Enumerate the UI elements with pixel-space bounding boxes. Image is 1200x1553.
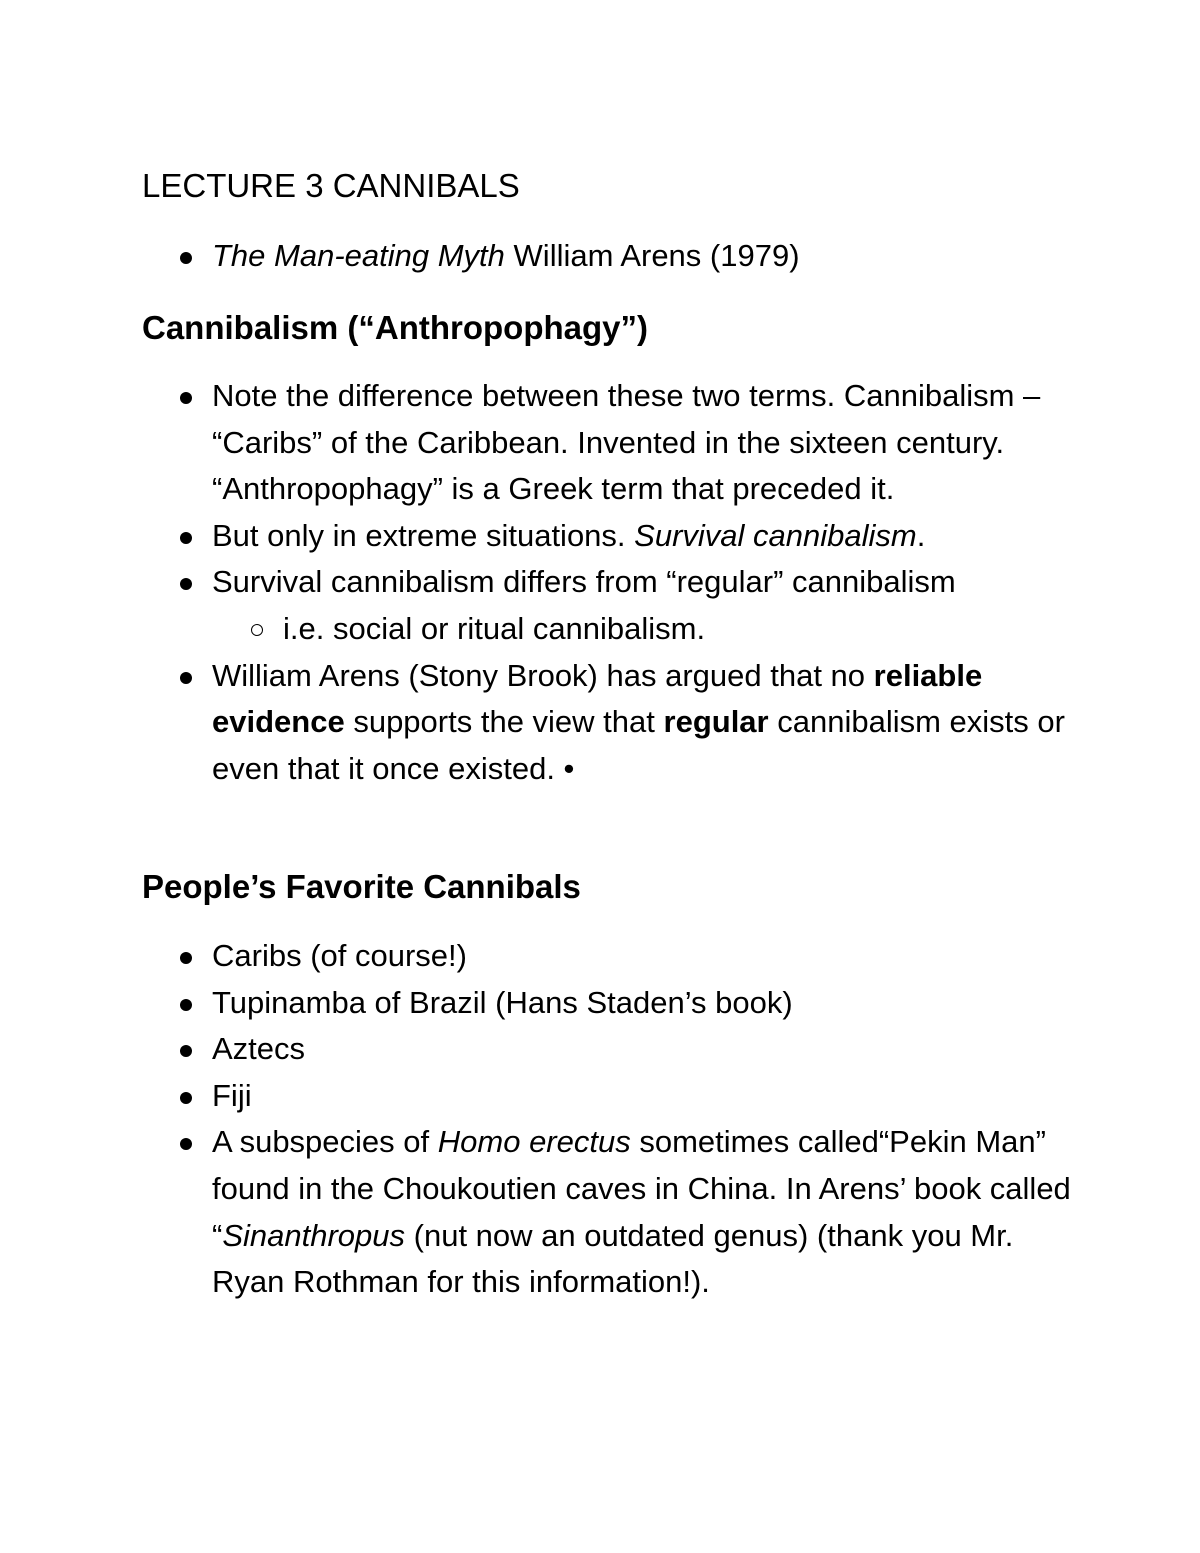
bullet-text: Aztecs [212,1031,306,1067]
intro-list [0,233,1200,280]
section-heading-cannibalism: Cannibalism (“Anthropophagy”) [142,309,648,346]
bullet-text: cannibalism exists or even that it once existed. • [212,704,1065,786]
sub-list-item [212,606,1080,653]
bullet-text: Note the difference between these two terms. Cannibalism – “Caribs” of the Caribbean. Invented in the sixteen century. “Anthropophagy” is a Greek term that preceded it. [212,378,1041,507]
bullet-bold: regular [663,704,769,740]
book-author: William Arens (1979) [513,238,800,273]
list-item [0,1026,1200,1073]
list-item [0,1119,1200,1305]
bullet-text: Tupinamba of Brazil (Hans Staden’s book) [212,984,793,1020]
bullet-bold: reliable evidence [212,657,983,740]
section-heading-favorites: People’s Favorite Cannibals [142,868,581,905]
bullet-text: A subspecies of [212,1124,430,1160]
cannibalism-list [0,373,1200,792]
list-item [0,980,1200,1027]
bullet-text: sometimes called“Pekin Man” found in the Choukoutien caves in China. In Arens’ book called “ [212,1124,1071,1253]
bullet-italic: Homo erectus [437,1124,631,1160]
bullet-text: Survival cannibalism differs from “regular” cannibalism [212,564,956,600]
bullet-text: William Arens (Stony Brook) has argued that no [212,657,866,693]
bullet-italic: Sinanthropus [222,1217,406,1253]
bullet-text: supports the view that [353,704,655,740]
bullet-text: But only in extreme situations. [212,517,626,553]
bullet-italic: Survival cannibalism [634,517,917,553]
bullet-text: (nut now an outdated genus) (thank you Mr. Ryan Rothman for this information!). [212,1217,1014,1300]
sub-bullet-text: i.e. social or ritual cannibalism. [283,610,706,646]
list-item [0,513,1200,560]
list-item [0,1073,1200,1120]
page-title: LECTURE 3 CANNIBALS [142,167,520,204]
book-title: The Man-eating Myth [212,238,505,273]
list-item [0,373,1200,513]
sub-list [212,606,1080,653]
favorites-list [0,933,1200,1306]
list-item [0,653,1200,793]
list-item [0,559,1200,652]
bullet-end: . [916,517,926,553]
list-item [0,233,1200,280]
bullet-text: Caribs (of course!) [212,938,467,973]
list-item [0,933,1200,980]
bullet-text: Fiji [212,1077,252,1113]
